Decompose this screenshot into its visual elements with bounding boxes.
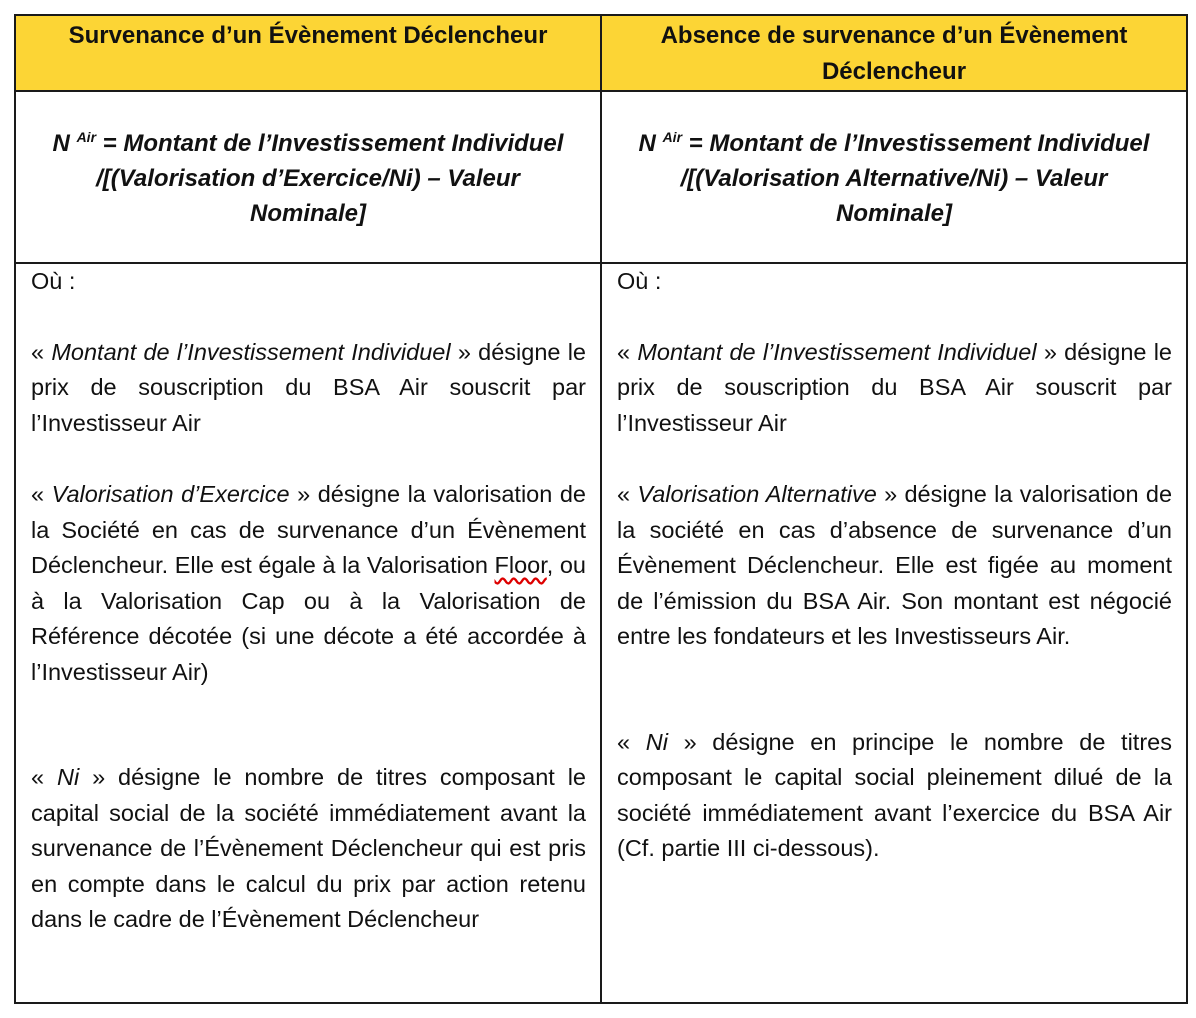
definitions-absence [601, 263, 1187, 1003]
formula-sup: Air [662, 129, 683, 145]
definition-ni: « Ni » désigne en principe le nombre de titres composant le capital social pleinement dilué de la société immédiatement avant l’exercice du BSA Air (Cf. partie III ci-dessous). [617, 728, 1172, 861]
header-row [15, 15, 1187, 91]
definition-montant: « Montant de l’Investissement Individuel » désigne le prix de souscription du BSA Air souscrit par l’Investisseur Air [31, 338, 587, 436]
formula-n: N [638, 130, 656, 157]
formula-sup: Air [76, 129, 97, 145]
formula-text: = Montant de l’Investissement Individuel /[(Valorisation d’Exercice/Ni) – Valeur Nominale] [96, 130, 564, 227]
formula-absence [601, 91, 1187, 263]
formula-n: N [52, 130, 70, 157]
ou-label: Où : [31, 268, 76, 294]
definitions-survenance [15, 263, 601, 1003]
header-survenance: Survenance d’un Évènement Déclencheur [15, 15, 601, 91]
definitions-row [15, 263, 1187, 1003]
formula-survenance [15, 91, 601, 263]
definition-ni: « Ni » désigne le nombre de titres composant le capital social de la société immédiatement avant la survenance de l’Évènement Déclencheur qui est pris en compte dans le calcul du prix par action retenu dans le cadre de l’Évènement Déclencheur [31, 764, 586, 932]
definition-valorisation-exercice: « Valorisation d’Exercice » désigne la valorisation de la Société en cas de survenance d’un Évènement Déclencheur. Elle est égale à la Valorisation Floor, ou à la Valorisation Cap ou à la Valorisation de Référence décotée (si une décote a été accordée à l’Investisseur Air) [31, 481, 586, 685]
formula-text: = Montant de l’Investissement Individuel /[(Valorisation Alternative/Ni) – Valeur Nominale] [680, 130, 1150, 227]
definitions-table [14, 14, 1188, 1004]
spellcheck-flagged-word[interactable]: Floor [494, 552, 547, 578]
header-absence: Absence de survenance d’un Évènement Déclencheur [601, 15, 1187, 91]
definition-valorisation-alternative: « Valorisation Alternative » désigne la valorisation de la société en cas d’absence de survenance d’un Évènement Déclencheur. Elle est figée au moment de l’émission du BSA Air. Son montant est négocié entre les fondateurs et les Investisseurs Air. [617, 481, 1173, 649]
definition-montant: « Montant de l’Investissement Individuel » désigne le prix de souscription du BSA Air souscrit par l’Investisseur Air [617, 338, 1173, 436]
formula-row [15, 91, 1187, 263]
ou-label: Où : [617, 268, 662, 294]
